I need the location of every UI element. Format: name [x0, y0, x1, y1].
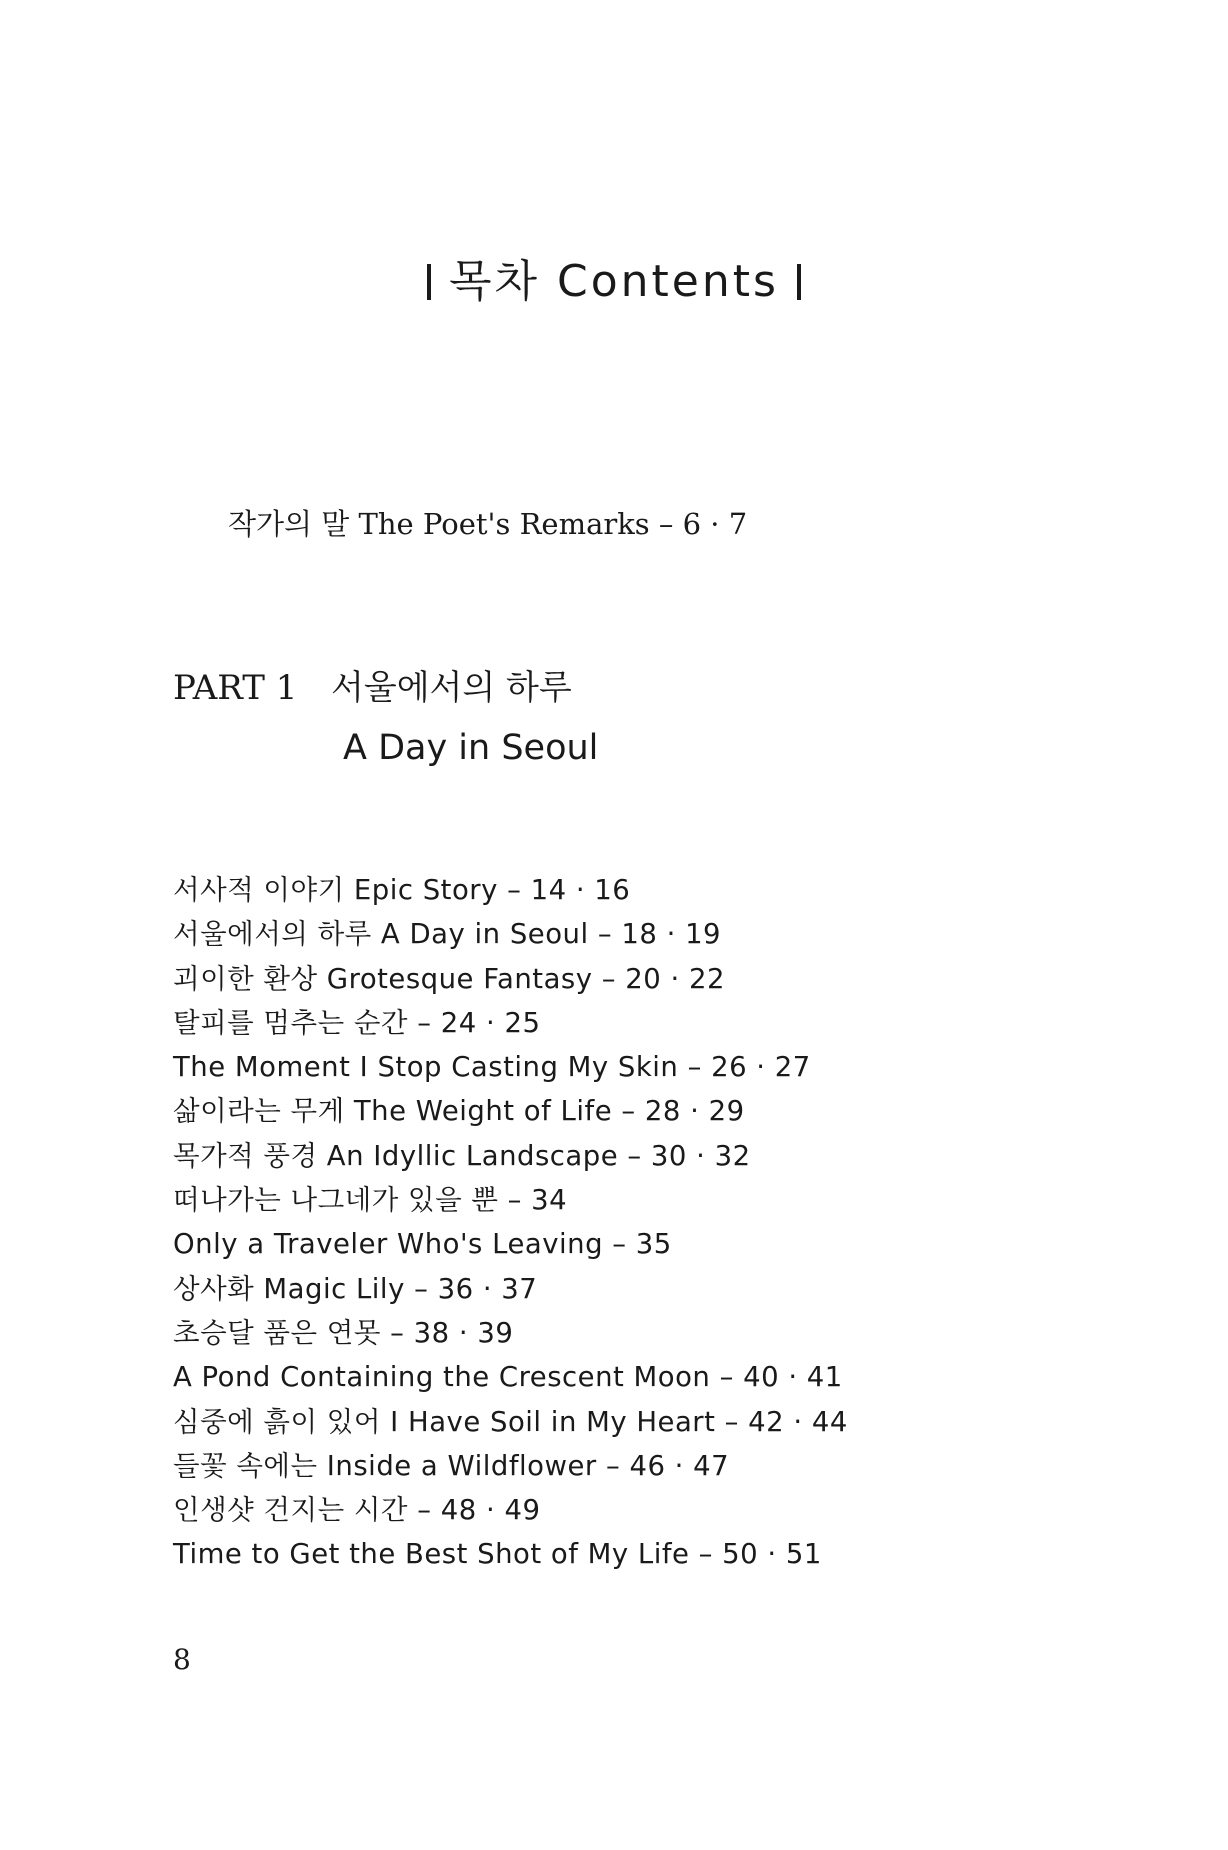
title-left-bar	[427, 264, 431, 300]
toc-entry: 목가적 풍경 An Idyllic Landscape – 30 · 32	[173, 1139, 751, 1172]
page-title	[0, 245, 1228, 309]
toc-entry: 괴이한 환상 Grotesque Fantasy – 20 · 22	[173, 962, 725, 995]
preface-entry: 작가의 말 The Poet's Remarks – 6 · 7	[228, 507, 748, 541]
toc-entry: 인생샷 건지는 시간 – 48 · 49	[173, 1494, 541, 1527]
toc-entry: 초승달 품은 연못 – 38 · 39	[173, 1316, 514, 1349]
part-title-english: A Day in Seoul	[343, 728, 599, 768]
toc-entry: The Moment I Stop Casting My Skin – 26 · 27	[173, 1051, 811, 1084]
toc-entry: Time to Get the Best Shot of My Life – 50 · 51	[173, 1538, 822, 1571]
part-title-korean: 서울에서의 하루	[331, 668, 572, 708]
toc-entry: 들꽃 속에는 Inside a Wildflower – 46 · 47	[173, 1449, 730, 1482]
page-title-text: 목차 Contents	[449, 256, 779, 307]
part-label: PART 1	[173, 668, 298, 708]
toc-list	[173, 868, 848, 1577]
toc-entry: 서사적 이야기 Epic Story – 14 · 16	[173, 874, 631, 906]
toc-entry: Only a Traveler Who's Leaving – 35	[173, 1228, 672, 1261]
toc-entry: 상사화 Magic Lily – 36 · 37	[173, 1272, 538, 1305]
toc-entry: 삶이라는 무게 The Weight of Life – 28 · 29	[173, 1095, 745, 1128]
toc-entry: 탈피를 멈추는 순간 – 24 · 25	[173, 1006, 541, 1039]
toc-entry: A Pond Containing the Crescent Moon – 40 · 41	[173, 1361, 843, 1394]
part-heading	[173, 660, 572, 709]
page-number: 8	[173, 1643, 191, 1676]
toc-entry: 심중에 흙이 있어 I Have Soil in My Heart – 42 · 44	[173, 1405, 848, 1438]
toc-entry: 떠나가는 나그네가 있을 뿐 – 34	[173, 1184, 568, 1217]
title-right-bar	[797, 264, 801, 300]
toc-entry: 서울에서의 하루 A Day in Seoul – 18 · 19	[173, 918, 722, 951]
